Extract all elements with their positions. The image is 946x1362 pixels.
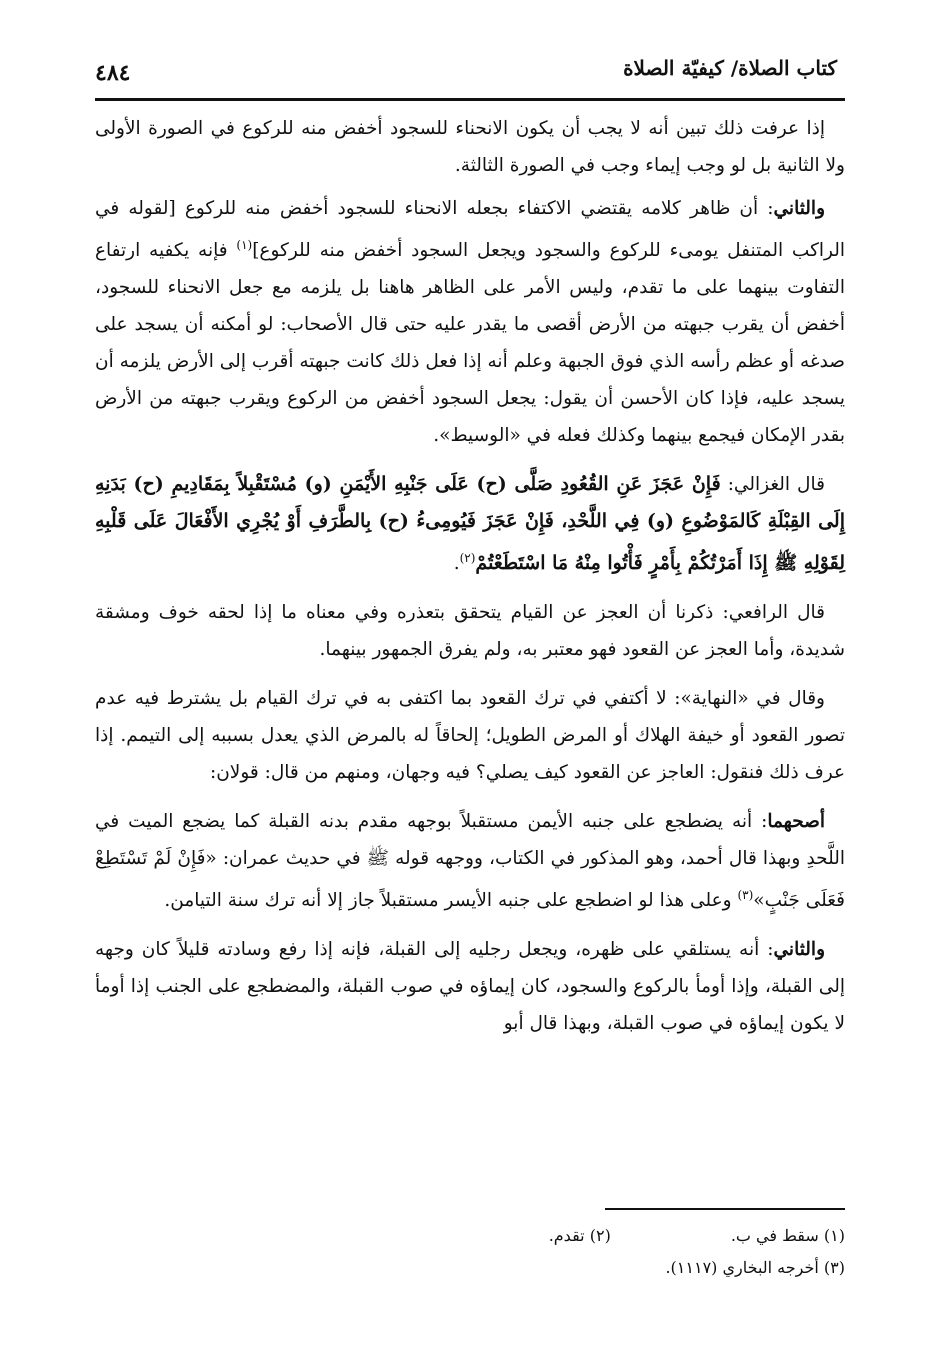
page-header — [95, 48, 845, 101]
paragraph-1 — [95, 110, 845, 184]
footnote-text: تقدم. — [548, 1226, 585, 1245]
footnote-1 — [731, 1220, 845, 1252]
paragraph-text: : أنه يستلقي على ظهره، ويجعل رجليه إلى القبلة، فإنه إذا رفع وسادته قليلاً كان وجهه إلى القبلة، وإذا أومأ بالركوع والسجود، كان إيماؤه في صوب القبلة، والمضطجع على الجنب إذا أومأ لا يكون إيماؤه في صوب القبلة، وبهذا قال أبو — [95, 939, 845, 1035]
footnote-row — [95, 1252, 845, 1284]
paragraph-text: : أن ظاهر كلامه يقتضي الاكتفاء بجعله الانحناء للسجود أخفض منه للركوع [لقوله في الراكب المتنفل يومىء للركوع والسجود ويجعل السجود أخفض منه للركوع] — [95, 198, 846, 262]
paragraph-lead: والثاني — [773, 939, 825, 961]
footnote-3 — [665, 1252, 845, 1284]
paragraph-lead: والثاني — [773, 198, 825, 219]
paragraph-text: إذا عرفت ذلك تبين أنه لا يجب أن يكون الانحناء للسجود أخفض منه للركوع في الصورة الأولى ولا الثانية بل لو وجب إيماء وجب في الصورة الثالثة. — [95, 118, 845, 176]
footnote-marker-3: (٣) — [737, 888, 754, 903]
paragraph-text-after: وعلى هذا لو اضطجع على جنبه الأيسر مستقبلاً جاز إلا أنه ترك سنة التيامن. — [164, 890, 738, 912]
footnotes — [95, 1220, 845, 1284]
paragraph-4 — [95, 594, 845, 668]
footnote-2 — [549, 1220, 611, 1252]
running-title: كتاب الصلاة/ كيفيّة الصلاة — [623, 56, 837, 80]
paragraph-lead: قال الغزالي: — [720, 474, 825, 496]
page-number: ٤٨٤ — [95, 60, 131, 86]
footnote-number: (٢) — [589, 1226, 611, 1245]
paragraph-text-after: . — [453, 553, 460, 575]
footnote-marker-2: (٢) — [459, 551, 476, 566]
paragraph-5 — [95, 680, 845, 791]
footnote-number: (١) — [823, 1226, 845, 1245]
footnote-marker-1: (١) — [236, 238, 253, 252]
paragraph-text: : أنه يضطجع على جنبه الأيمن مستقبلاً بوجهه مقدم بدنه القبلة كما يضجع الميت في اللَّحدِ وبهذا قال أحمد، وهو المذكور في الكتاب، ووجهه قوله ﷺ في حديث عمران: «فَإِنْ لَمْ تَسْتَطِعْ فَعَلَى جَنْبٍ» — [95, 811, 845, 912]
paragraph-lead: أصحهما — [767, 811, 825, 833]
ghazali-quote: فَإِنْ عَجَزَ عَنِ القُعُودِ صَلَّى (ح) عَلَى جَنْبِهِ الأَيْمَنِ (و) مُسْتَقْبِلاً بِمَقَادِيمِ (ح) بَدَنِهِ إِلَى القِبْلَةِ كَالمَوْضُوعِ (و) فِي اللَّحْدِ، فَإِنْ عَجَزَ فَيُومِىءُ (ح) بِالطَّرَفِ أَوْ يُجْرِي الأَفْعَالَ عَلَى قَلْبِهِ لِقَوْلِهِ ﷺ إِذَا أَمَرْتُكُمْ بِأَمْرٍ فَأْتُوا مِنْهُ مَا اسْتَطَعْتُمْ — [95, 473, 845, 575]
footnote-text: أخرجه البخاري (١١١٧). — [665, 1258, 819, 1277]
paragraph-text: وقال في «النهاية»: لا أكتفي في ترك القعود بما اكتفى به في ترك القيام بل يشترط فيه عدم تصور القعود أو خيفة الهلاك أو المرض الطويل؛ إلحاقاً له بالمرض الذي يعدل بسببه إلى التيمم. إذا عرف ذلك فنقول: العاجز عن القعود كيف يصلي؟ فيه وجهان، ومنهم من قال: قولان: — [95, 688, 845, 784]
footnote-divider — [605, 1208, 845, 1210]
footnote-number: (٣) — [823, 1258, 845, 1277]
footnote-row — [95, 1220, 845, 1252]
paragraph-2 — [95, 190, 845, 454]
paragraph-text: قال الرافعي: ذكرنا أن العجز عن القيام يتحقق بتعذره وفي معناه ما إذا لحقه خوف ومشقة شديدة، وأما العجز عن القعود فهو معتبر به، ولم يفرق الجمهور بينهما. — [95, 602, 845, 661]
main-text — [95, 110, 845, 1048]
paragraph-text-after: فإنه يكفيه ارتفاع التفاوت بينهما على ما تقدم، وليس الأمر على الظاهر هاهنا بل يلزمه مع جعل الانحناء للسجود، أخفض أن يقرب جبهته من الأرض أقصى ما يقدر عليه حتى قال الأصحاب: لو أمكنه أن يسجد على صدغه أو عظم رأسه الذي فوق الجبهة وعلم أنه إذا فعل ذلك كانت جبهته أقرب إلى الأرض يلزمه أن يسجد عليه، فإذا كان الأحسن أن يقول: يجعل السجود أخفض من الركوع ويقرب جبهته من الأرض بقدر الإمكان فيجمع بينهما وكذلك فعله في «الوسيط». — [95, 240, 845, 447]
paragraph-6 — [95, 803, 845, 919]
paragraph-7 — [95, 931, 845, 1042]
book-page — [95, 40, 845, 1340]
paragraph-3 — [95, 466, 845, 582]
footnote-text: سقط في ب. — [730, 1226, 819, 1245]
